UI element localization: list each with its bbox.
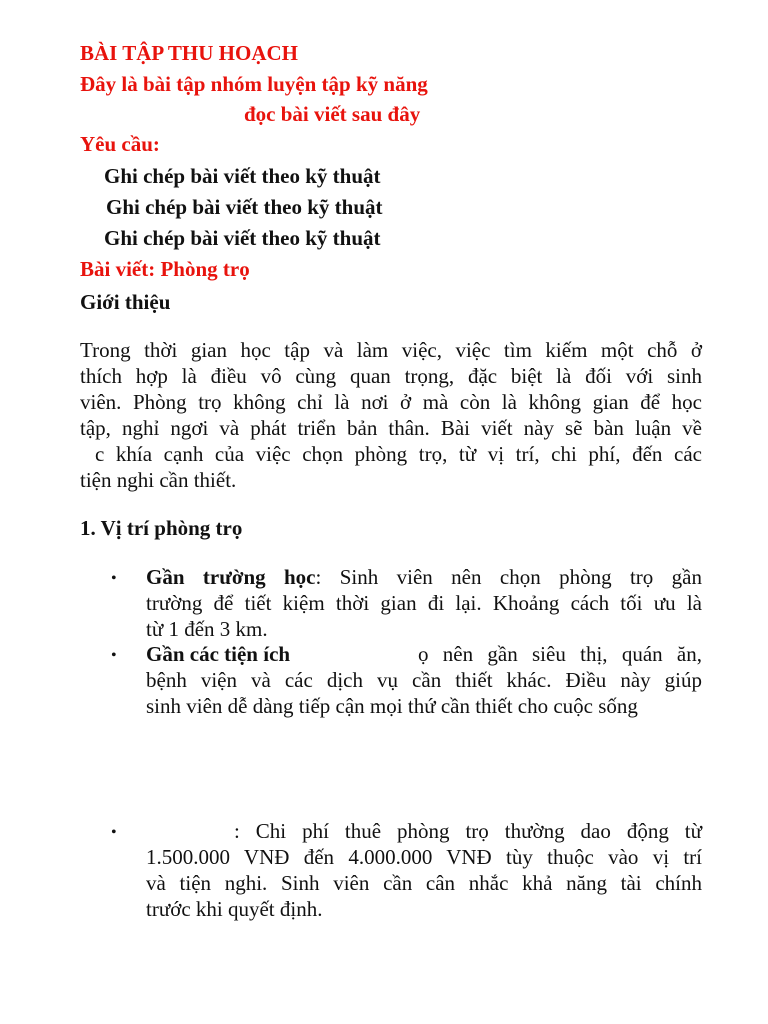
bullet-icon: • <box>111 647 117 664</box>
intro-line: thích hợp là điều vô cùng quan trọng, đặc biệt là đối với sinh <box>80 364 702 388</box>
intro-line: c khía cạnh của việc chọn phòng trọ, từ vị trí, chi phí, đến các <box>95 442 702 466</box>
list-item-line: bệnh viện và các dịch vụ cần thiết khác. Điều này giúp <box>146 668 702 692</box>
list-item-line: từ 1 đến 3 km. <box>146 617 268 641</box>
list-item-bold: Gần trường học <box>146 565 316 589</box>
intro-heading: Giới thiệu <box>80 290 171 314</box>
intro-line: Trong thời gian học tập và làm việc, việc tìm kiếm một chỗ ở <box>80 338 702 362</box>
requirement-item-3: Ghi chép bài viết theo kỹ thuật <box>104 226 381 250</box>
requirements-label: Yêu cầu: <box>80 132 160 156</box>
intro-line: tập, nghỉ ngơi và phát triển bản thân. Bài viết này sẽ bàn luận về <box>80 416 702 440</box>
intro-line: viên. Phòng trọ không chỉ là nơi ở mà còn là không gian để học <box>80 390 702 414</box>
list-item-line: 1.500.000 VNĐ đến 4.000.000 VNĐ tùy thuộc vào vị trí <box>146 845 702 869</box>
document-subtitle-line-1: Đây là bài tập nhóm luyện tập kỹ năng <box>80 72 428 96</box>
list-item-line: trường để tiết kiệm thời gian đi lại. Khoảng cách tối ưu là <box>146 591 702 615</box>
list-item-bold: Gần các tiện ích <box>146 642 291 666</box>
bullet-icon: • <box>111 570 117 587</box>
list-item-text: ọ nên gần siêu thị, quán ăn, <box>418 642 702 666</box>
list-item-first-line <box>146 564 702 590</box>
article-label: Bài viết: Phòng trọ <box>80 257 250 281</box>
list-item-line: và tiện nghi. Sinh viên cần cân nhắc khả năng tài chính <box>146 871 702 895</box>
intro-line: tiện nghi cần thiết. <box>80 468 237 492</box>
document-subtitle-line-2: đọc bài viết sau đây <box>244 102 421 126</box>
document-title: BÀI TẬP THU HOẠCH <box>80 41 299 65</box>
list-item-line: trước khi quyết định. <box>146 897 323 921</box>
list-item-text: : Sinh viên nên chọn phòng trọ gần <box>315 565 702 589</box>
requirement-item-2: Ghi chép bài viết theo kỹ thuật <box>106 195 383 219</box>
bullet-icon: • <box>111 824 117 841</box>
list-item-line: sinh viên dễ dàng tiếp cận mọi thứ cần thiết cho cuộc sống <box>146 694 638 718</box>
list-item-text: : Chi phí thuê phòng trọ thường dao động từ <box>234 819 702 843</box>
requirement-item-1: Ghi chép bài viết theo kỹ thuật <box>104 164 381 188</box>
section-1-heading: 1. Vị trí phòng trọ <box>80 516 243 540</box>
